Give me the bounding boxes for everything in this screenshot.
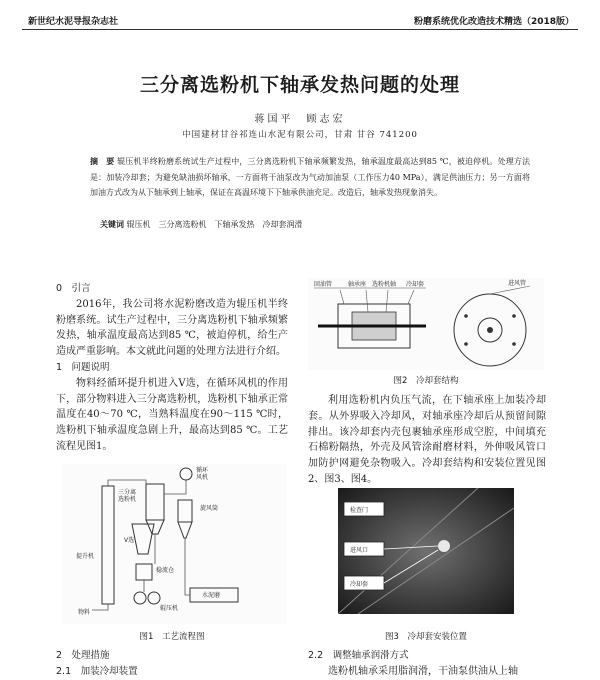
section-2-2-text: 选粉机轴承采用脂润滑，干油泵供油从上轴 [328, 665, 518, 677]
section-2-2-title: 2.2 调整轴承润滑方式 [308, 650, 409, 661]
left-column-top [56, 281, 288, 455]
label-air-inlet: 进风口 [350, 547, 369, 554]
label-pipe: 回油管 [314, 281, 333, 288]
figure-2-cooling-jacket [308, 278, 544, 370]
abstract [90, 154, 530, 201]
cooling-paragraph: 利用选粉机内负压气流，在下轴承座上加装冷却套。从外界吸入冷却风，对轴承座冷却后从预留间隙排出。该冷却套内壳包裹轴承座形成空腔，中间填充石棉粉隔热，外壳及风管涂耐磨材料，外伸吸风管口加防护网避免杂物吸入。冷却套结构和安装位置见图2、图3、图4。 [308, 395, 546, 485]
label-inlet-duct: 进风管 [508, 280, 527, 287]
left-column-bottom [56, 648, 288, 680]
section-1-text: 物料经循环提升机进入V选，在循环风机的作用下，部分物料进入三分离选粉机，选粉机下轴承正常温度在40～70 ℃，当熟料温度在90～115 ℃时，选粉机下轴承温度急剧上升，最高达到85 ℃。工艺流程见图1。 [56, 377, 288, 452]
label-inspection-door: 检查门 [350, 507, 369, 514]
section-1-title: 1 问题说明 [56, 361, 110, 373]
header-rule [22, 29, 578, 30]
label-fan-2: 风机 [196, 474, 209, 481]
right-column-bottom [308, 648, 546, 680]
label-separator: 三分离 选粉机 [118, 489, 137, 503]
label-photo-cooling-jacket: 冷却套 [350, 581, 369, 588]
figure-1-caption: 图1 工艺流程图 [139, 632, 205, 642]
section-2-title: 2 处理措施 [56, 650, 110, 661]
article-authors: 蒋国平 顾志宏 [254, 114, 346, 125]
figure-3-installation-photo [338, 488, 514, 614]
article-affiliation: 中国建材甘谷祁连山水泥有限公司，甘肃 甘谷 741200 [182, 130, 418, 140]
figure-3-caption: 图3 冷却套安装位置 [385, 632, 467, 642]
label-press: 辊压机 [160, 605, 179, 612]
label-spindle: 选粉机轴 [372, 281, 397, 288]
label-cooling-jacket: 冷却套 [406, 281, 425, 288]
label-vsep: V选 [124, 537, 135, 544]
collection-name: 粉磨系统优化改造技术精选（2018版） [413, 17, 574, 27]
figure-2-caption: 图2 冷却套结构 [393, 376, 459, 386]
label-bin: 稳流仓 [156, 567, 175, 574]
section-2-1-title: 2.1 加装冷却装置 [56, 665, 138, 677]
section-0-text: 2016年，我公司将水泥粉磨改造为辊压机半终粉磨系统。试生产过程中，三分离选粉机下轴承频繁发热，轴承温度最高达到85 ℃，被迫停机，给生产造成严重影响。本文就此问题的处理方法进行介绍。 [56, 298, 288, 358]
figure-1-process-flow [62, 464, 287, 624]
abstract-text: 辊压机半终粉磨系统试生产过程中，三分离选粉机下轴承频繁发热，轴承温度最高达到85 ℃，被迫停机。处理方法是：加装冷却套；为避免缺油损坏轴承，一方面将干油泵改为气动加油泵（工作压力40 MPa），满足供油压力；另一方面将加油方式改为从下轴承到上轴承，保证在高温环境下下轴承供油充足。改造后，轴承发热现象消失。 [90, 157, 531, 197]
label-fan-1: 循环 [196, 467, 209, 474]
label-cyclone: 旋风筒 [200, 505, 219, 512]
section-0-title: 0 引言 [56, 283, 91, 294]
label-bearing-seat: 轴承座 [348, 281, 367, 288]
article-title: 三分离选粉机下轴承发热问题的处理 [139, 74, 460, 96]
label-fan [196, 466, 210, 481]
right-column-text [308, 393, 546, 488]
journal-name: 新世纪水泥导报杂志社 [28, 17, 119, 27]
label-elevator: 提升机 [76, 553, 95, 560]
keywords [100, 219, 530, 230]
keywords-label: 关键词 [100, 220, 124, 229]
label-feed: 物料 [78, 609, 91, 616]
photo-cooling-jacket [438, 540, 450, 552]
keywords-text: 辊压机 三分离选粉机 下轴承发热 冷却套润滑 [126, 220, 303, 229]
abstract-label: 摘 要 [90, 157, 115, 166]
label-mill: 水泥磨 [202, 592, 221, 599]
